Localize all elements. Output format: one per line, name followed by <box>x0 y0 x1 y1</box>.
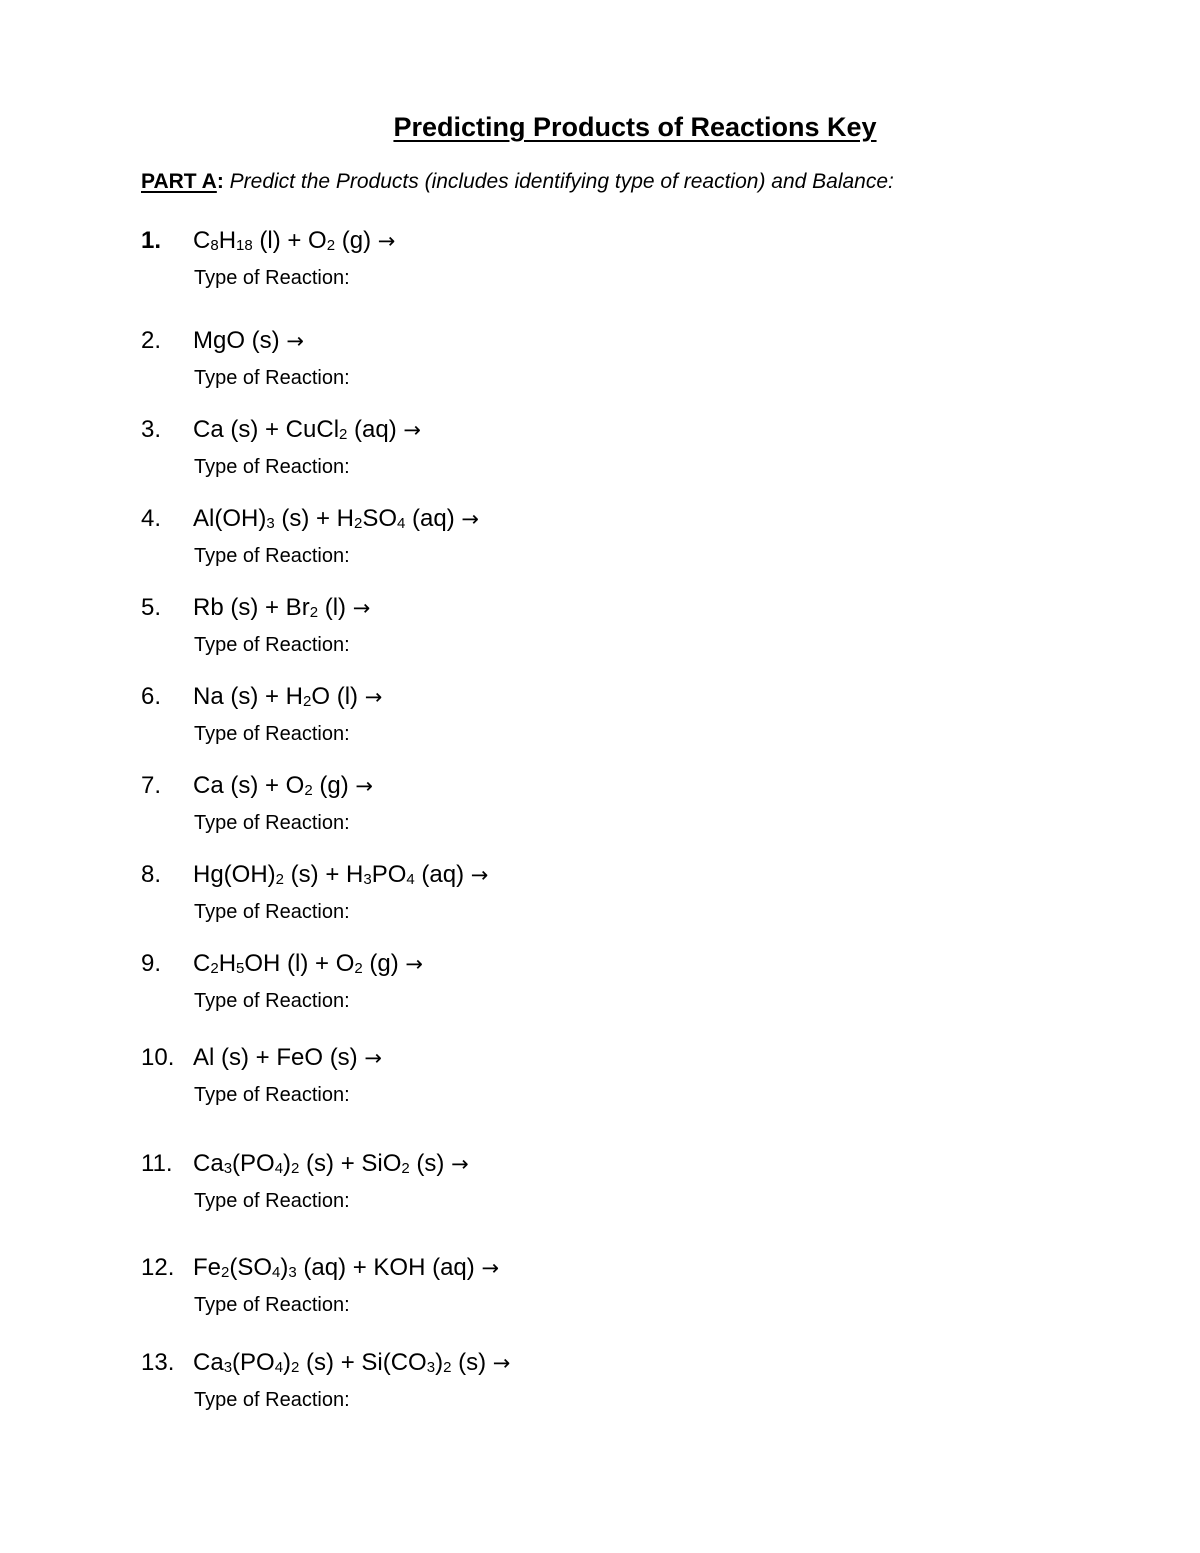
problem-number: 9. <box>141 950 162 977</box>
problem-equation-line <box>0 505 1200 539</box>
reaction-equation <box>193 950 423 978</box>
equation-text: Ca (s) + O <box>193 772 305 799</box>
type-of-reaction-label: Type of Reaction: <box>194 1190 350 1212</box>
problem-number: 13. <box>141 1349 175 1376</box>
equation-text: C <box>193 227 211 254</box>
reaction-equation <box>193 861 488 889</box>
problem-equation-line <box>0 1254 1200 1288</box>
reaction-equation <box>193 772 373 800</box>
equation-text: ) <box>280 1254 289 1281</box>
type-of-reaction-label: Type of Reaction: <box>194 812 350 834</box>
problem-item <box>0 594 1200 656</box>
subscript: 2 <box>354 960 363 977</box>
equation-text: (PO <box>232 1349 275 1376</box>
reaction-arrow-icon: → <box>470 863 489 887</box>
problem-number: 4. <box>141 505 162 532</box>
reaction-equation <box>193 1254 499 1282</box>
equation-text: OH (l) + O <box>244 950 355 977</box>
subscript: 4 <box>274 1160 284 1177</box>
subscript: 3 <box>426 1359 436 1376</box>
subscript: 2 <box>309 604 319 621</box>
part-label: PART A <box>141 170 217 193</box>
problem-item <box>0 1349 1200 1411</box>
equation-text: Ca <box>193 1349 224 1376</box>
problem-equation-line <box>0 683 1200 717</box>
reaction-equation <box>193 227 395 255</box>
subscript: 3 <box>223 1359 233 1376</box>
problem-number: 8. <box>141 861 162 888</box>
type-of-reaction-label: Type of Reaction: <box>194 367 350 389</box>
equation-text: Ca <box>193 1150 224 1177</box>
type-of-reaction-label: Type of Reaction: <box>194 990 350 1012</box>
equation-text: ) <box>435 1349 444 1376</box>
subscript: 3 <box>363 871 372 888</box>
reaction-arrow-icon: → <box>403 418 421 442</box>
equation-text: (SO <box>229 1254 273 1281</box>
equation-text: (s) <box>409 1150 452 1177</box>
problem-equation-line <box>0 1150 1200 1184</box>
problem-number: 11. <box>141 1150 173 1177</box>
subscript: 2 <box>354 515 363 532</box>
equation-text: Ca (s) + CuCl <box>193 416 340 443</box>
problem-item <box>0 1254 1200 1316</box>
subscript: 2 <box>304 782 313 799</box>
equation-text: (aq) + KOH (aq) <box>296 1254 482 1281</box>
problem-number: 12. <box>141 1254 175 1281</box>
equation-text: (g) <box>335 227 378 254</box>
reaction-equation <box>193 683 382 711</box>
subscript: 2 <box>303 693 312 710</box>
equation-text: (s) + H <box>274 505 355 532</box>
equation-text: MgO (s) <box>193 327 287 354</box>
problem-item <box>0 1044 1200 1106</box>
type-of-reaction-label: Type of Reaction: <box>194 1389 350 1411</box>
subscript: 3 <box>223 1160 233 1177</box>
subscript: 2 <box>291 1160 300 1177</box>
type-of-reaction-label: Type of Reaction: <box>194 634 350 656</box>
equation-text: ) <box>283 1349 292 1376</box>
type-of-reaction-label: Type of Reaction: <box>194 545 350 567</box>
reaction-equation <box>193 1349 510 1377</box>
subscript: 3 <box>266 515 275 532</box>
reaction-arrow-icon: → <box>286 329 304 353</box>
problem-item <box>0 505 1200 567</box>
part-a-instructions <box>141 170 894 194</box>
equation-text: (s) + Si(CO <box>299 1349 427 1376</box>
equation-text: (aq) <box>414 861 471 888</box>
problem-item <box>0 861 1200 923</box>
equation-text: (PO <box>232 1150 275 1177</box>
problem-number: 10. <box>141 1044 175 1071</box>
problem-item <box>0 227 1200 289</box>
reaction-arrow-icon: → <box>461 507 480 531</box>
problem-equation-line <box>0 416 1200 450</box>
equation-text: Al(OH) <box>193 505 267 532</box>
reaction-equation <box>193 1044 382 1072</box>
equation-text: (l) + O <box>252 227 327 254</box>
reaction-arrow-icon: → <box>352 596 371 620</box>
equation-text: (aq) <box>347 416 404 443</box>
equation-text: H <box>218 227 237 254</box>
subscript: 4 <box>397 515 406 532</box>
reaction-equation <box>193 327 304 355</box>
type-of-reaction-label: Type of Reaction: <box>194 723 350 745</box>
problem-item <box>0 1150 1200 1212</box>
equation-text: PO <box>371 861 407 888</box>
problem-number: 1. <box>141 227 162 254</box>
problem-item <box>0 950 1200 1012</box>
equation-text: ) <box>283 1150 292 1177</box>
subscript: 2 <box>326 237 336 254</box>
problem-item <box>0 416 1200 478</box>
type-of-reaction-label: Type of Reaction: <box>194 456 350 478</box>
reaction-equation <box>193 1150 469 1178</box>
part-label-colon: : <box>216 170 224 193</box>
equation-text: Hg(OH) <box>193 861 276 888</box>
equation-text: (aq) <box>405 505 462 532</box>
equation-text: O (l) <box>311 683 365 710</box>
equation-text: (s) + SiO <box>299 1150 402 1177</box>
problem-equation-line <box>0 1044 1200 1078</box>
subscript: 2 <box>401 1160 410 1177</box>
reaction-arrow-icon: → <box>451 1152 469 1176</box>
problem-equation-line <box>0 327 1200 361</box>
equation-text: C <box>193 950 211 977</box>
subscript: 3 <box>288 1264 297 1281</box>
equation-text: Al (s) + FeO (s) <box>193 1044 365 1071</box>
equation-text: (s) <box>451 1349 493 1376</box>
equation-text: H <box>218 950 237 977</box>
problem-number: 5. <box>141 594 162 621</box>
problem-equation-line <box>0 861 1200 895</box>
subscript: 4 <box>274 1359 284 1376</box>
type-of-reaction-label: Type of Reaction: <box>194 1084 350 1106</box>
equation-text: Rb (s) + Br <box>193 594 310 621</box>
equation-text: (s) + H <box>284 861 364 888</box>
problem-equation-line <box>0 772 1200 806</box>
subscript: 4 <box>406 871 415 888</box>
reaction-arrow-icon: → <box>492 1351 511 1375</box>
subscript: 5 <box>236 960 245 977</box>
reaction-arrow-icon: → <box>405 952 424 976</box>
problem-item <box>0 772 1200 834</box>
subscript: 8 <box>210 237 219 254</box>
equation-text: Fe <box>193 1254 222 1281</box>
subscript: 2 <box>210 960 219 977</box>
type-of-reaction-label: Type of Reaction: <box>194 901 350 923</box>
reaction-arrow-icon: → <box>377 229 396 253</box>
subscript: 2 <box>291 1359 300 1376</box>
reaction-arrow-icon: → <box>481 1256 500 1280</box>
equation-text: Na (s) + H <box>193 683 304 710</box>
problem-equation-line <box>0 227 1200 261</box>
problem-number: 2. <box>141 327 162 354</box>
problem-number: 6. <box>141 683 162 710</box>
subscript: 2 <box>275 871 285 888</box>
type-of-reaction-label: Type of Reaction: <box>194 267 350 289</box>
reaction-arrow-icon: → <box>364 685 383 709</box>
equation-text: (l) <box>318 594 353 621</box>
reaction-arrow-icon: → <box>364 1046 382 1070</box>
problem-item <box>0 683 1200 745</box>
subscript: 18 <box>236 237 253 254</box>
subscript: 2 <box>339 426 348 443</box>
problem-number: 7. <box>141 772 162 799</box>
subscript: 2 <box>443 1359 452 1376</box>
equation-text: SO <box>362 505 398 532</box>
equation-text: (g) <box>312 772 356 799</box>
reaction-equation <box>193 505 479 533</box>
reaction-equation <box>193 416 421 444</box>
page-title: Predicting Products of Reactions Key <box>393 112 877 142</box>
problem-equation-line <box>0 950 1200 984</box>
problem-equation-line <box>0 1349 1200 1383</box>
instruction-text: Predict the Products (includes identifying type of reaction) and Balance: <box>223 170 894 193</box>
equation-text: (g) <box>362 950 406 977</box>
reaction-equation <box>193 594 370 622</box>
subscript: 4 <box>272 1264 281 1281</box>
problem-equation-line <box>0 594 1200 628</box>
problem-item <box>0 327 1200 389</box>
subscript: 2 <box>221 1264 230 1281</box>
reaction-arrow-icon: → <box>355 774 373 798</box>
type-of-reaction-label: Type of Reaction: <box>194 1294 350 1316</box>
problem-number: 3. <box>141 416 162 443</box>
